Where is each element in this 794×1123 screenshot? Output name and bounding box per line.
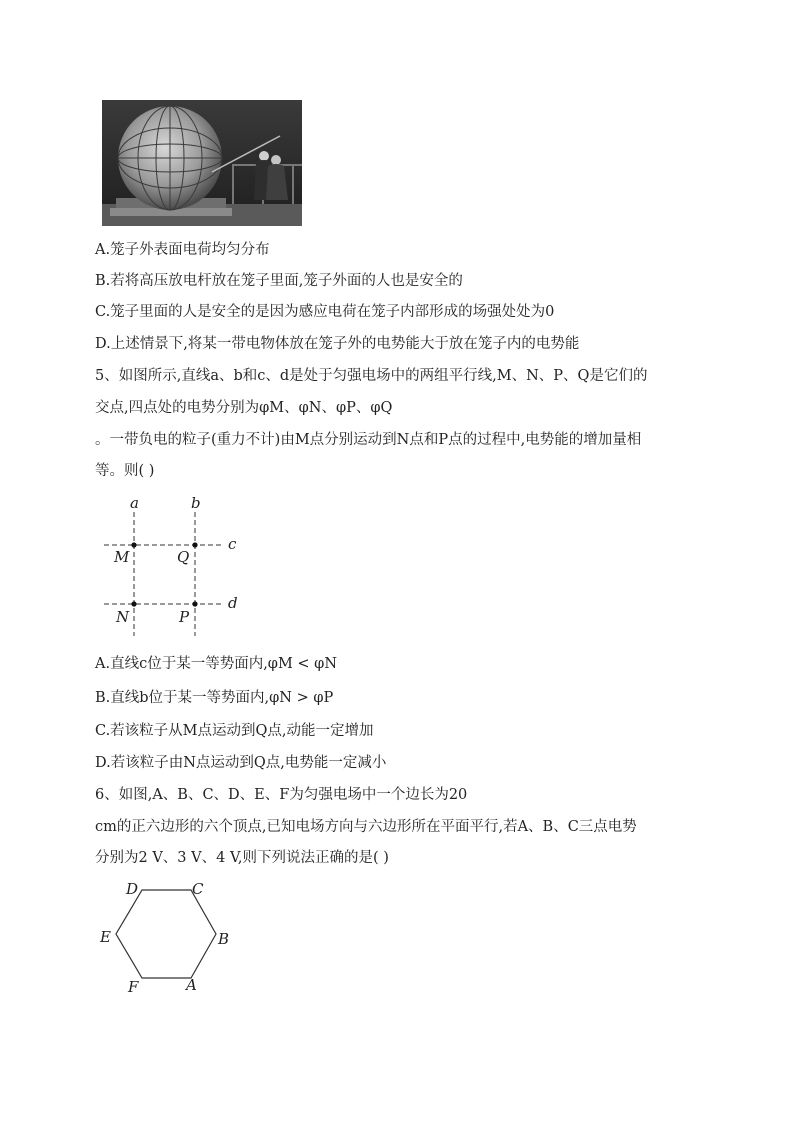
label-p: P (179, 608, 190, 626)
label-vertex-d: D (126, 880, 139, 898)
q6-hexagon-figure (96, 878, 241, 1000)
label-d: d (228, 594, 238, 612)
q5-stem-line3: 。一带负电的粒子(重力不计)由M点分别运动到N点和P点的过程中,电势能的增加量相 (95, 432, 642, 448)
q5-option-d: D.若该粒子由N点运动到Q点,电势能一定减小 (95, 755, 387, 771)
label-m: M (114, 548, 130, 566)
q6-stem-line3: 分别为2 V、3 V、4 V,则下列说法正确的是( ) (95, 850, 389, 866)
label-b: b (191, 494, 201, 512)
q5-option-b: B.直线b位于某一等势面内,φN > φP (95, 690, 334, 706)
q5-stem-line4: 等。则( ) (95, 463, 155, 479)
point-m (131, 542, 136, 547)
label-a: a (130, 494, 139, 512)
label-vertex-e: E (100, 928, 111, 946)
q5-stem-line1: 5、如图所示,直线a、b和c、d是处于匀强电场中的两组平行线,M、N、P、Q是它们的 (95, 368, 648, 384)
q4-option-d: D.上述情景下,将某一带电物体放在笼子外的电势能大于放在笼子内的电势能 (95, 336, 580, 352)
q5-option-c: C.若该粒子从M点运动到Q点,动能一定增加 (95, 723, 374, 739)
q5-grid-figure (100, 494, 250, 640)
q4-option-b: B.若将高压放电杆放在笼子里面,笼子外面的人也是安全的 (95, 273, 463, 289)
q5-stem-line2: 交点,四点处的电势分别为φM、φN、φP、φQ (95, 400, 393, 416)
q5-option-a: A.直线c位于某一等势面内,φM < φN (95, 656, 338, 672)
point-p (192, 601, 197, 606)
label-vertex-b: B (218, 930, 230, 948)
point-q (192, 542, 197, 547)
label-n: N (116, 608, 130, 626)
label-vertex-a: A (186, 976, 197, 994)
point-n (131, 601, 136, 606)
hexagon (116, 890, 216, 978)
q6-stem-line2: cm的正六边形的六个顶点,已知电场方向与六边形所在平面平行,若A、B、C三点电势 (95, 819, 637, 835)
label-vertex-c: C (192, 880, 204, 898)
q4-option-a: A.笼子外表面电荷均匀分布 (95, 242, 270, 258)
faraday-cage-photo (102, 100, 302, 226)
label-c: c (228, 535, 237, 553)
label-vertex-f: F (128, 978, 139, 996)
q6-stem-line1: 6、如图,A、B、C、D、E、F为匀强电场中一个边长为20 (95, 787, 468, 803)
q4-option-c: C.笼子里面的人是安全的是因为感应电荷在笼子内部形成的场强处处为0 (95, 304, 555, 320)
label-q: Q (177, 548, 190, 566)
